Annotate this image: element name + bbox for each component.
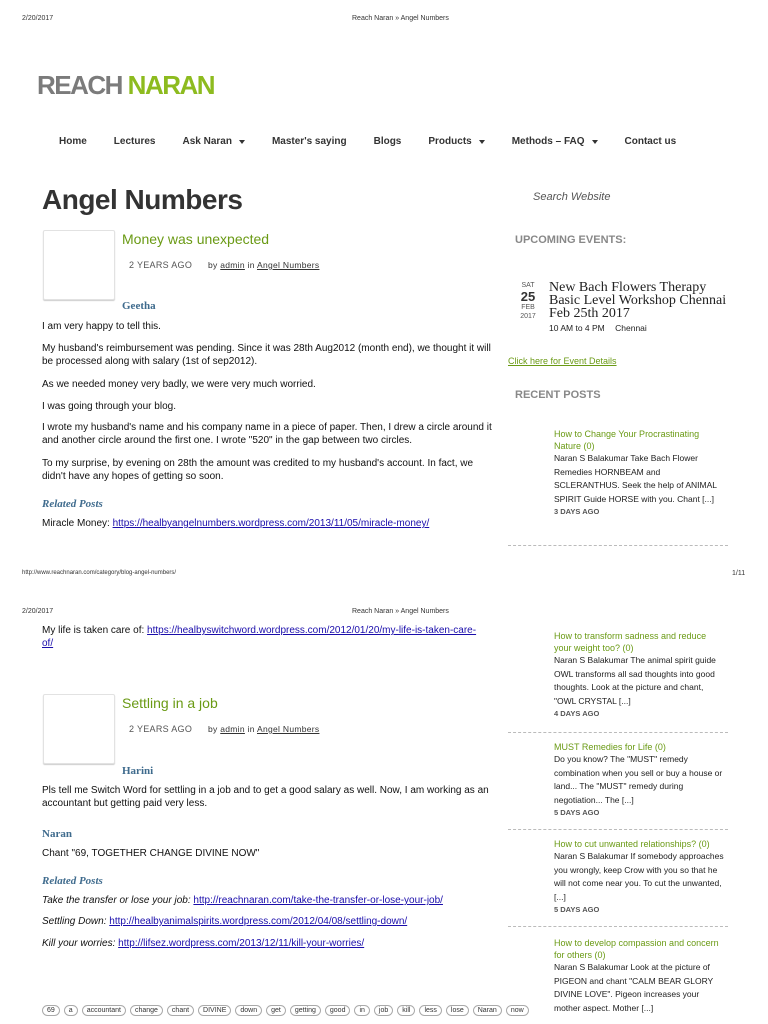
search-input[interactable]: Search Website — [533, 191, 611, 203]
tag[interactable]: good — [325, 1005, 351, 1016]
reply-author-name: Naran — [42, 828, 72, 840]
recent-post-excerpt: Naran S Balakumar If somebody approaches you wrongly, keep Crow with you so that he will not come near you. To cut the unwanted, [...] — [554, 851, 724, 902]
divider — [508, 926, 728, 927]
tag[interactable]: lose — [446, 1005, 469, 1016]
related-post-link[interactable]: http://healbyanimalspirits.wordpress.com/2012/04/08/settling-down/ — [109, 916, 408, 927]
related-post: Miracle Money: https://healbyangelnumbers.wordpress.com/2013/11/05/miracle-money/ — [42, 518, 430, 529]
print-date: 2/20/2017 — [22, 15, 54, 22]
post-thumbnail[interactable] — [43, 694, 115, 764]
post-paragraph: Pls tell me Switch Word for settling in a job and to get a good salary as well. Now, I am working as an accountant but getting paid very less. — [42, 785, 489, 809]
nav-masters-saying[interactable]: Master's saying — [271, 136, 347, 147]
post-title-link[interactable]: Money was unexpected — [122, 231, 270, 247]
related-post: Settling Down: http://healbyanimalspirits.wordpress.com/2012/04/08/settling-down/ — [42, 916, 408, 927]
post-date: 2 YEARS AGO — [129, 260, 193, 270]
post-byline: by admin in Angel Numbers — [208, 260, 320, 270]
tag-list — [42, 1005, 529, 1016]
post-paragraph: I was going through your blog. — [42, 401, 176, 412]
event-day: 25 — [520, 289, 536, 304]
recent-post-date: 3 DAYS AGO — [554, 507, 600, 516]
tag[interactable]: less — [419, 1005, 441, 1016]
nav-products[interactable]: Products — [428, 136, 484, 147]
related-post-link[interactable]: https://healbyangelnumbers.wordpress.com/2013/11/05/miracle-money/ — [112, 518, 430, 529]
related-post-link[interactable]: https://healbyswitchword.wordpress.com/2012/01/20/my-life-is-taken-care-of/ — [42, 625, 477, 649]
recent-post-excerpt: Naran S Balakumar Take Bach Flower Remedies HORNBEAM and SCLERANTHUS. Seek the help of ANIMAL SPIRIT Guide HORSE with you. Chant [...] — [554, 453, 717, 504]
related-post: My life is taken care of: https://healbyswitchword.wordpress.com/2012/01/20/my-life-is-taken-care-of/ — [42, 625, 477, 649]
event-place: Chennai — [615, 323, 647, 333]
caret-down-icon — [592, 140, 598, 144]
logo-part-naran: NARAN — [127, 70, 215, 100]
print-title: Reach Naran » Angel Numbers — [352, 608, 449, 615]
recent-post-date: 5 DAYS AGO — [554, 808, 600, 817]
tag[interactable]: chant — [167, 1005, 194, 1016]
recent-post-title-link[interactable]: How to transform sadness and reduce your weight too? (0) — [554, 631, 707, 653]
recent-post-title-link[interactable]: How to develop compassion and concern for others (0) — [554, 938, 719, 960]
caret-down-icon — [239, 140, 245, 144]
divider — [508, 829, 728, 830]
related-posts-heading: Related Posts — [42, 875, 103, 887]
recent-post — [554, 630, 724, 718]
recent-post — [554, 937, 724, 1024]
category-link[interactable]: Angel Numbers — [256, 724, 320, 734]
nav-blogs[interactable]: Blogs — [373, 136, 402, 147]
recent-post — [554, 741, 724, 817]
recent-post-title-link[interactable]: MUST Remedies for Life (0) — [554, 742, 666, 752]
tag[interactable]: a — [64, 1005, 78, 1016]
category-link[interactable]: Angel Numbers — [256, 260, 320, 270]
event-year: 2017 — [520, 313, 536, 320]
tag[interactable]: now — [506, 1005, 529, 1016]
print-title: Reach Naran » Angel Numbers — [352, 15, 449, 22]
post-author-name: Harini — [122, 765, 154, 777]
recent-posts-heading: RECENT POSTS — [515, 389, 601, 401]
related-post-link[interactable]: http://lifsez.wordpress.com/2013/12/11/kill-your-worries/ — [118, 938, 365, 949]
print-url: http://www.reachnaran.com/category/blog-angel-numbers/ — [22, 570, 177, 576]
tag[interactable]: in — [354, 1005, 369, 1016]
recent-post-date: 5 DAYS AGO — [554, 905, 600, 914]
event-time-place — [549, 323, 647, 333]
main-nav — [59, 136, 703, 147]
tag[interactable]: change — [130, 1005, 163, 1016]
print-date: 2/20/2017 — [22, 608, 54, 615]
post-date: 2 YEARS AGO — [129, 724, 193, 734]
upcoming-events-heading: UPCOMING EVENTS: — [515, 234, 627, 246]
tag[interactable]: get — [266, 1005, 286, 1016]
event-date — [513, 282, 543, 320]
recent-post-date: 4 DAYS AGO — [554, 709, 600, 718]
divider — [508, 545, 728, 546]
related-post: Take the transfer or lose your job: http://reachnaran.com/take-the-transfer-or-lose-your-job/ — [42, 895, 443, 906]
site-logo[interactable] — [37, 70, 214, 101]
post-paragraph: I wrote my husband's name and his company name in a piece of paper. Then, I drew a circle around it and another circle around the first one. I wrote "520" in the gap between two circles. — [42, 422, 492, 446]
tag[interactable]: getting — [290, 1005, 321, 1016]
recent-post-excerpt: Naran S Balakumar The animal spirit guide OWL transforms all sad thoughts into good thoughts. Look at the picture and chant, "OWL CRYSTAL [...] — [554, 655, 716, 706]
post-paragraph: To my surprise, by evening on 28th the amount was credited to my husband's account. In fact, we didn't have any hopes of getting so soon. — [42, 458, 474, 482]
post-byline: by admin in Angel Numbers — [208, 724, 320, 734]
tag[interactable]: kill — [397, 1005, 415, 1016]
divider — [508, 732, 728, 733]
post-author-name: Geetha — [122, 300, 156, 312]
related-post-link[interactable]: http://reachnaran.com/take-the-transfer-or-lose-your-job/ — [193, 895, 443, 906]
recent-post — [554, 838, 724, 914]
author-link[interactable]: admin — [220, 260, 245, 270]
event-title-link[interactable]: New Bach Flowers Therapy Basic Level Workshop Chennai Feb 25th 2017 — [549, 280, 727, 321]
event-weekday: SAT — [521, 282, 535, 289]
post-paragraph: I am very happy to tell this. — [42, 321, 161, 332]
page-title: Angel Numbers — [42, 184, 243, 215]
post-paragraph: My husband's reimbursement was pending. Since it was 28th Aug2012 (month end), we thought it will be processed along with salary (1st of sep2012). — [42, 343, 491, 367]
author-link[interactable]: admin — [220, 724, 245, 734]
related-posts-heading: Related Posts — [42, 498, 103, 510]
caret-down-icon — [479, 140, 485, 144]
recent-post-excerpt: Do you know? The "MUST" remedy combination when you sell or buy a house or land... The "MUST" remedy during negotiation... The [...] — [554, 754, 723, 805]
event-details-link[interactable]: Click here for Event Details — [508, 356, 617, 366]
tag[interactable]: job — [374, 1005, 393, 1016]
recent-post — [554, 428, 724, 516]
post-paragraph: As we needed money very badly, we were very much worried. — [42, 379, 316, 390]
print-page-number: 1/11 — [732, 570, 746, 577]
tag[interactable]: down — [235, 1005, 262, 1016]
nav-ask-naran[interactable]: Ask Naran — [182, 136, 244, 147]
post-paragraph: Chant "69, TOGETHER CHANGE DIVINE NOW" — [42, 848, 260, 859]
recent-post-title-link[interactable]: How to cut unwanted relationships? (0) — [554, 839, 710, 849]
tag[interactable]: 69 — [42, 1005, 60, 1016]
related-post: Kill your worries: http://lifsez.wordpress.com/2013/12/11/kill-your-worries/ — [42, 938, 365, 949]
post-title-link[interactable]: Settling in a job — [122, 695, 218, 711]
event-month: FEB — [521, 304, 535, 311]
recent-post-excerpt: Naran S Balakumar Look at the picture of PIGEON and chant "CALM BEAR GLORY DIVINE LOVE". Pigeon increases your mother aspect. Mother [...] — [554, 962, 714, 1013]
nav-contact-us[interactable]: Contact us — [624, 136, 677, 147]
post-thumbnail[interactable] — [43, 230, 115, 300]
nav-home[interactable]: Home — [59, 136, 87, 147]
tag[interactable]: accountant — [82, 1005, 126, 1016]
nav-lectures[interactable]: Lectures — [113, 136, 156, 147]
tag[interactable]: DIVINE — [198, 1005, 231, 1016]
event-time: 10 AM to 4 PM — [549, 323, 605, 333]
tag[interactable]: Naran — [473, 1005, 502, 1016]
recent-post-title-link[interactable]: How to Change Your Procrastinating Nature (0) — [554, 429, 700, 451]
logo-part-reach: REACH — [37, 70, 128, 100]
nav-methods-faq[interactable]: Methods – FAQ — [512, 136, 598, 147]
